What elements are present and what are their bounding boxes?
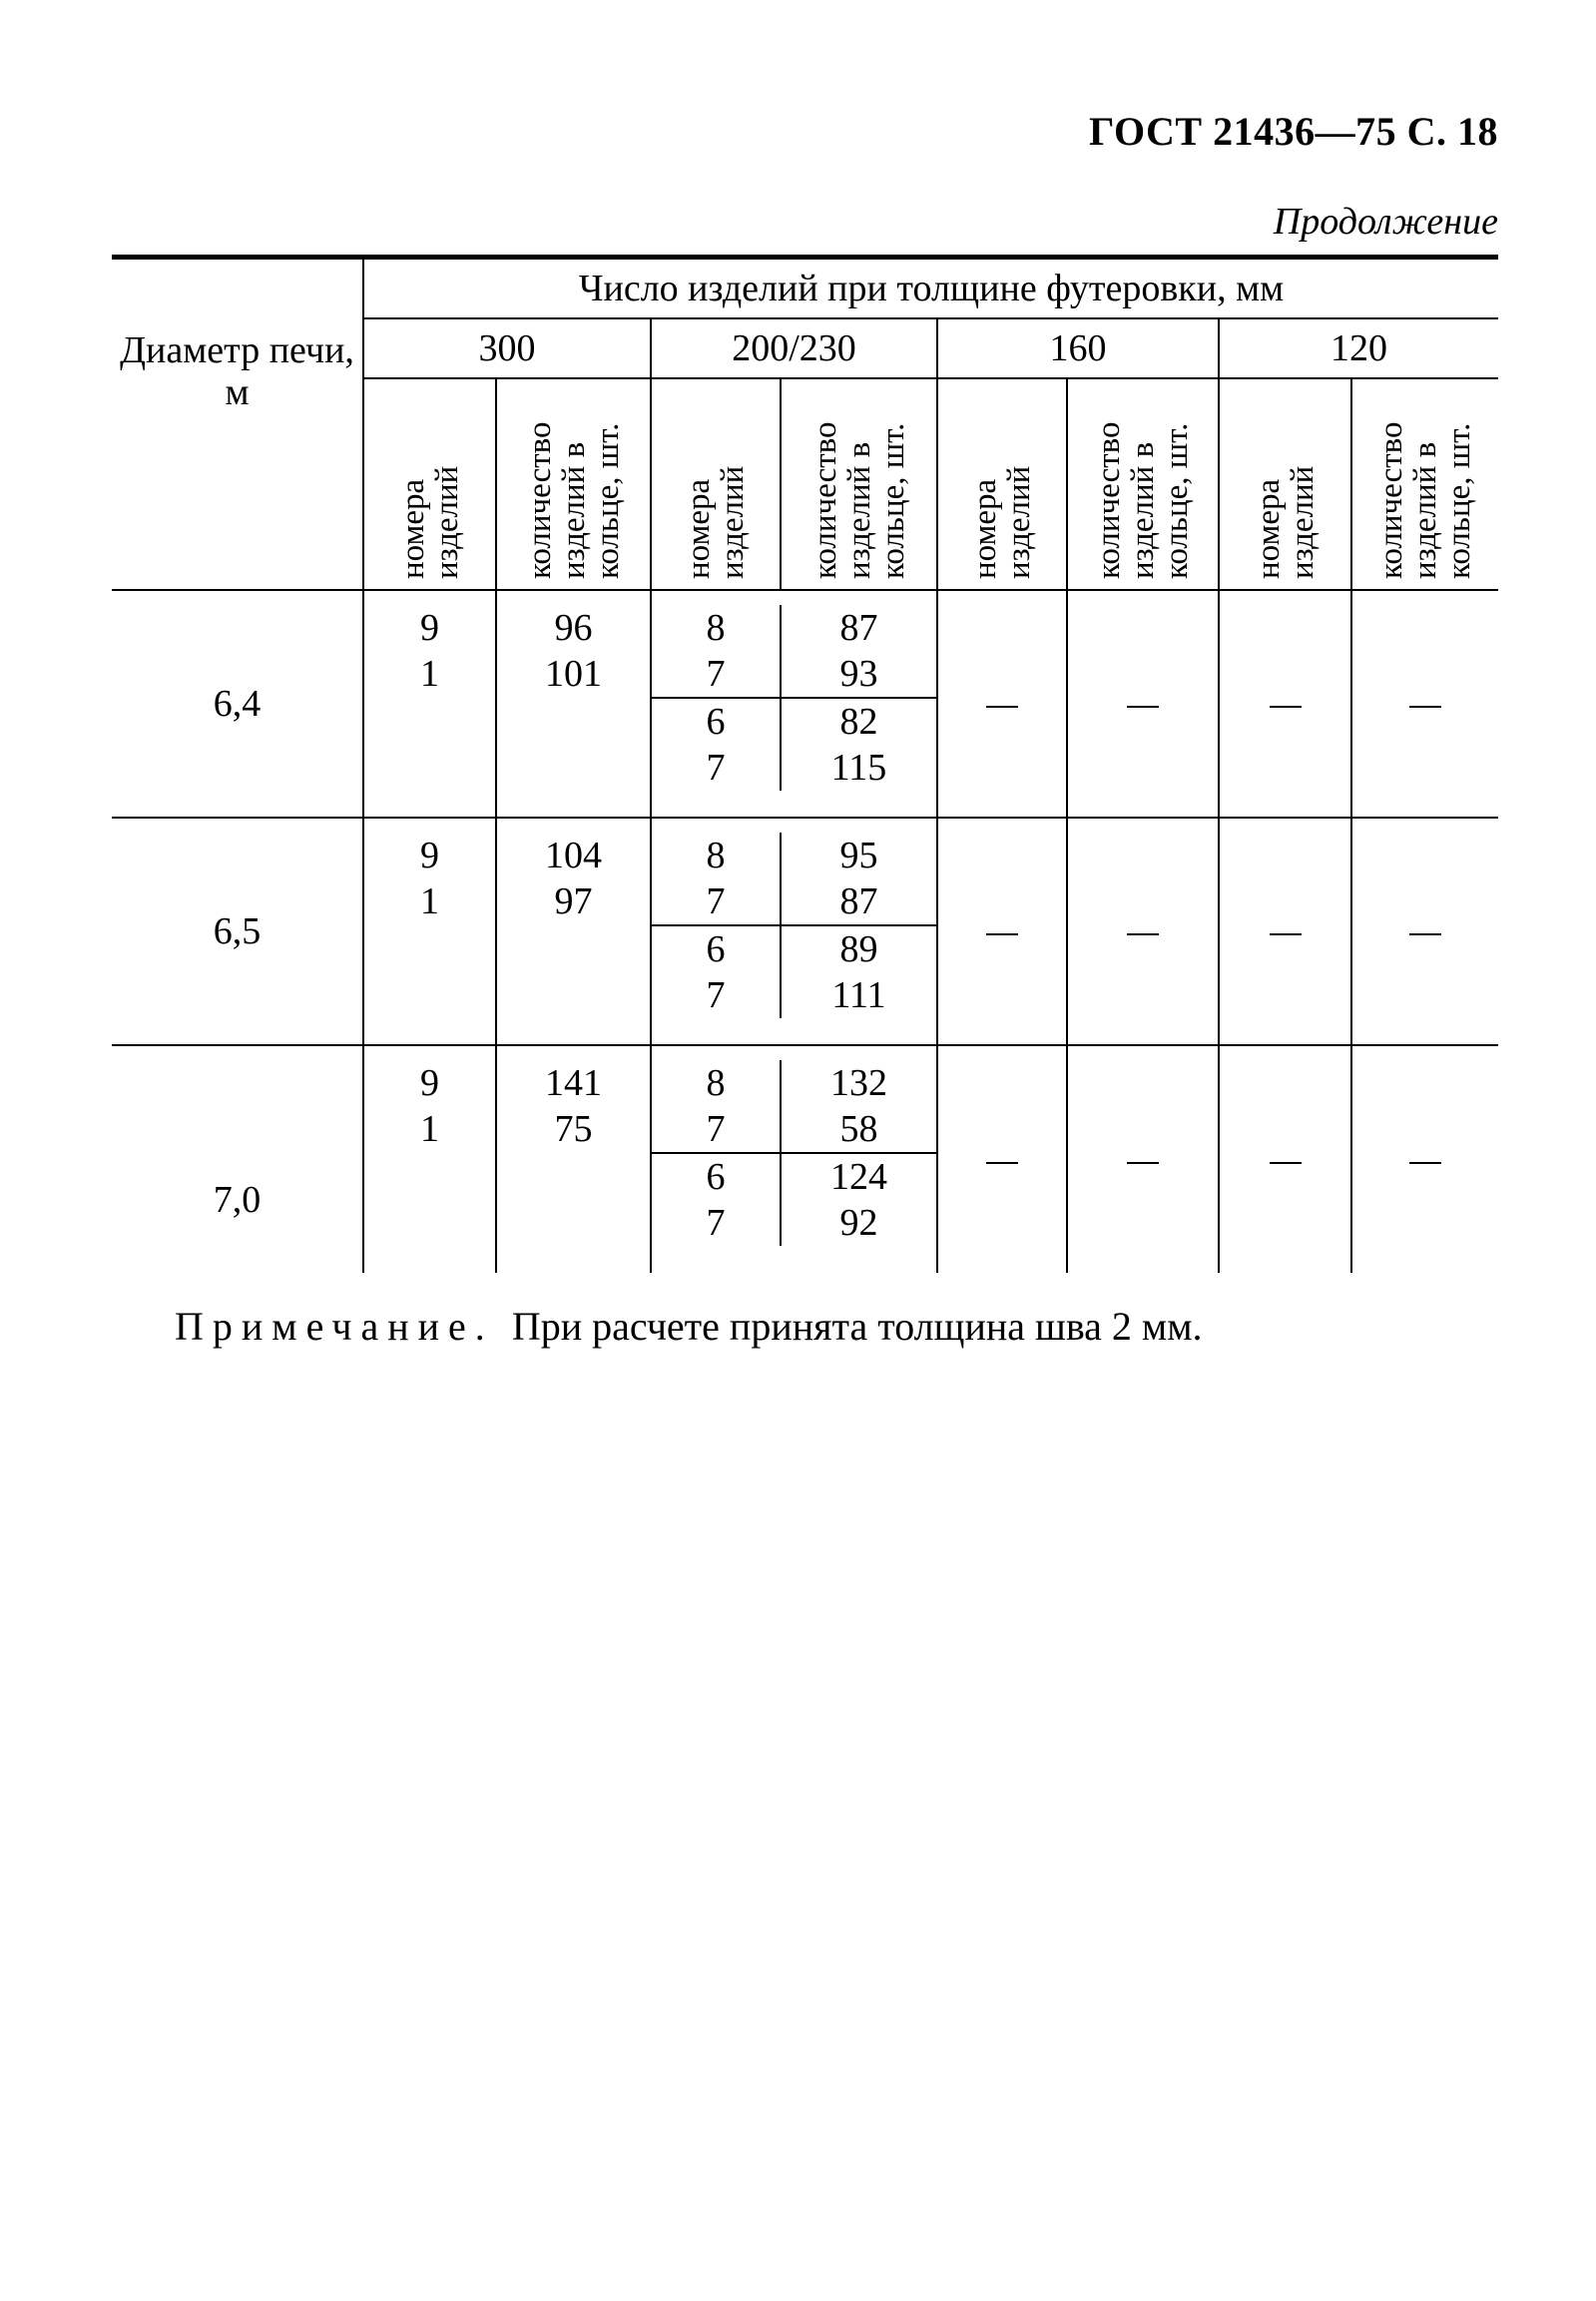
product-count: 104 — [545, 835, 602, 876]
product-number: 6 — [652, 1153, 781, 1200]
product-number: 7 — [706, 653, 726, 695]
col-header-number: номера изделий — [1250, 465, 1321, 579]
group-header: Число изделий при толщине футеровки, мм — [363, 258, 1498, 319]
product-count: 124 — [781, 1153, 936, 1200]
dash-mark — [1127, 706, 1159, 708]
col-header-number: номера изделий — [967, 465, 1037, 579]
col-header-number: номера изделий — [681, 465, 751, 579]
table-note — [175, 1303, 1203, 1350]
dash-mark — [1409, 1162, 1441, 1164]
col-header-count: количество изделий в кольце, шт. — [521, 421, 626, 579]
dash-mark — [1127, 933, 1159, 935]
product-count: 111 — [781, 972, 936, 1018]
product-number: 8 — [706, 607, 726, 649]
product-number: 7 — [706, 1108, 726, 1150]
product-count: 82 — [781, 698, 936, 745]
dash-mark — [1409, 933, 1441, 935]
col-header-number: номера изделий — [394, 465, 465, 579]
col-header-count: количество изделий в кольце, шт. — [1373, 421, 1477, 579]
continuation-label: Продолжение — [1273, 201, 1498, 243]
thickness-200-230: 200/230 — [651, 318, 937, 378]
dash-mark — [986, 1162, 1018, 1164]
product-count: 87 — [781, 605, 936, 651]
dash-mark — [1270, 1162, 1302, 1164]
product-number: 1 — [420, 1108, 439, 1150]
dash-mark — [1409, 706, 1441, 708]
dash-mark — [1270, 933, 1302, 935]
product-number: 1 — [420, 653, 439, 695]
product-count: 101 — [545, 653, 602, 695]
dash-mark — [1270, 706, 1302, 708]
diameter-cell: 6,4 — [112, 590, 363, 818]
diameter-cell: 6,5 — [112, 818, 363, 1045]
product-count: 95 — [781, 833, 936, 878]
diameter-cell: 7,0 — [213, 1178, 262, 1221]
product-number: 9 — [420, 607, 439, 649]
note-text: При расчете принята толщина шва 2 мм. — [511, 1304, 1203, 1349]
diameter-header: Диаметр печи, м — [112, 258, 363, 591]
dash-mark — [1127, 1162, 1159, 1164]
product-number: 7 — [706, 974, 726, 1016]
product-number: 7 — [706, 1202, 726, 1244]
products-table — [112, 255, 1498, 1273]
note-label: Примечание. — [175, 1304, 494, 1349]
dash-mark — [986, 933, 1018, 935]
product-count: 92 — [781, 1200, 936, 1246]
product-number: 6 — [652, 698, 781, 745]
product-number: 7 — [706, 747, 726, 789]
product-count: 132 — [781, 1060, 936, 1106]
product-number: 9 — [420, 835, 439, 876]
product-number: 1 — [420, 880, 439, 922]
product-number: 8 — [706, 1062, 726, 1104]
product-count: 141 — [545, 1062, 602, 1104]
product-number: 6 — [652, 925, 781, 972]
product-number: 9 — [420, 1062, 439, 1104]
dash-mark — [986, 706, 1018, 708]
thickness-300: 300 — [363, 318, 651, 378]
product-count: 89 — [781, 925, 936, 972]
product-count: 93 — [781, 651, 936, 698]
col-header-count: количество изделий в кольце, шт. — [1091, 421, 1195, 579]
product-number: 8 — [706, 835, 726, 876]
thickness-120: 120 — [1219, 318, 1498, 378]
product-count: 97 — [554, 880, 593, 922]
product-count: 96 — [554, 607, 593, 649]
product-number: 7 — [706, 880, 726, 922]
product-count: 75 — [554, 1108, 593, 1150]
product-count: 115 — [781, 745, 936, 791]
document-header: ГОСТ 21436—75 С. 18 — [1088, 109, 1498, 154]
product-count: 58 — [781, 1106, 936, 1153]
product-count: 87 — [781, 878, 936, 925]
thickness-160: 160 — [937, 318, 1219, 378]
col-header-count: количество изделий в кольце, шт. — [806, 421, 911, 579]
